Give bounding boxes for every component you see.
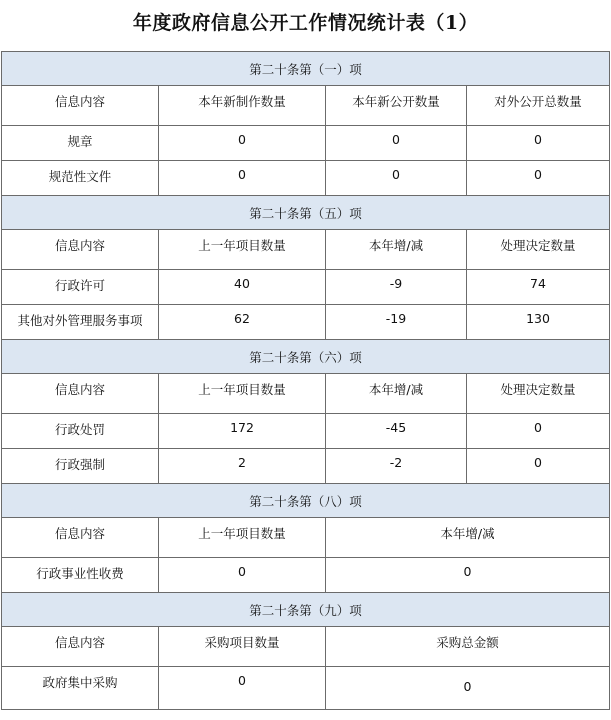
section-heading-row <box>2 484 610 518</box>
table-cell: 0 <box>159 161 326 196</box>
column-header: 信息内容 <box>2 518 159 558</box>
table-cell: 0 <box>159 667 326 710</box>
section-heading-row <box>2 340 610 374</box>
section-heading: 第二十条第（九）项 <box>2 593 610 627</box>
table-row <box>2 414 610 449</box>
table-cell: 172 <box>159 414 326 449</box>
table-cell: 0 <box>326 558 610 593</box>
column-header: 信息内容 <box>2 627 159 667</box>
table-row <box>2 161 610 196</box>
column-header: 信息内容 <box>2 86 159 126</box>
section-heading-row <box>2 196 610 230</box>
table-row <box>2 126 610 161</box>
column-header: 对外公开总数量 <box>467 86 610 126</box>
header-row <box>2 518 610 558</box>
statistics-table <box>1 51 610 710</box>
row-label: 规范性文件 <box>2 161 159 196</box>
column-header: 上一年项目数量 <box>159 374 326 414</box>
table-cell: 0 <box>467 449 610 484</box>
row-label: 行政许可 <box>2 270 159 305</box>
header-row <box>2 627 610 667</box>
table-cell: 62 <box>159 305 326 340</box>
table-cell: -45 <box>326 414 467 449</box>
column-header: 信息内容 <box>2 374 159 414</box>
section-heading: 第二十条第（一）项 <box>2 52 610 86</box>
table-cell: 0 <box>326 161 467 196</box>
table-cell: 0 <box>326 667 610 710</box>
table-cell: -19 <box>326 305 467 340</box>
column-header: 采购项目数量 <box>159 627 326 667</box>
table-cell: 74 <box>467 270 610 305</box>
column-header: 本年新公开数量 <box>326 86 467 126</box>
row-label: 行政处罚 <box>2 414 159 449</box>
section-heading: 第二十条第（六）项 <box>2 340 610 374</box>
table-cell: 0 <box>467 414 610 449</box>
column-header: 上一年项目数量 <box>159 230 326 270</box>
table-cell: 0 <box>467 161 610 196</box>
row-label: 行政强制 <box>2 449 159 484</box>
column-header: 本年增/减 <box>326 518 610 558</box>
column-header: 信息内容 <box>2 230 159 270</box>
section-heading-row <box>2 593 610 627</box>
column-header: 处理决定数量 <box>467 374 610 414</box>
header-row <box>2 86 610 126</box>
table-cell: 0 <box>467 126 610 161</box>
header-row <box>2 230 610 270</box>
section-heading: 第二十条第（五）项 <box>2 196 610 230</box>
table-cell: -2 <box>326 449 467 484</box>
row-label: 行政事业性收费 <box>2 558 159 593</box>
table-row <box>2 667 610 710</box>
column-header: 上一年项目数量 <box>159 518 326 558</box>
table-cell: 0 <box>159 558 326 593</box>
row-label: 规章 <box>2 126 159 161</box>
table-cell: 40 <box>159 270 326 305</box>
section-heading: 第二十条第（八）项 <box>2 484 610 518</box>
table-cell: 130 <box>467 305 610 340</box>
column-header: 本年新制作数量 <box>159 86 326 126</box>
table-row <box>2 449 610 484</box>
section-heading-row <box>2 52 610 86</box>
table-cell: 0 <box>159 126 326 161</box>
column-header: 本年增/减 <box>326 230 467 270</box>
column-header: 采购总金额 <box>326 627 610 667</box>
table-row <box>2 558 610 593</box>
header-row <box>2 374 610 414</box>
row-label: 其他对外管理服务事项 <box>2 305 159 340</box>
page-title: 年度政府信息公开工作情况统计表（1） <box>132 12 479 34</box>
table-cell: 0 <box>326 126 467 161</box>
table-row <box>2 305 610 340</box>
column-header: 本年增/减 <box>326 374 467 414</box>
row-label: 政府集中采购 <box>2 667 159 710</box>
table-row <box>2 270 610 305</box>
table-cell: 2 <box>159 449 326 484</box>
column-header: 处理决定数量 <box>467 230 610 270</box>
table-cell: -9 <box>326 270 467 305</box>
